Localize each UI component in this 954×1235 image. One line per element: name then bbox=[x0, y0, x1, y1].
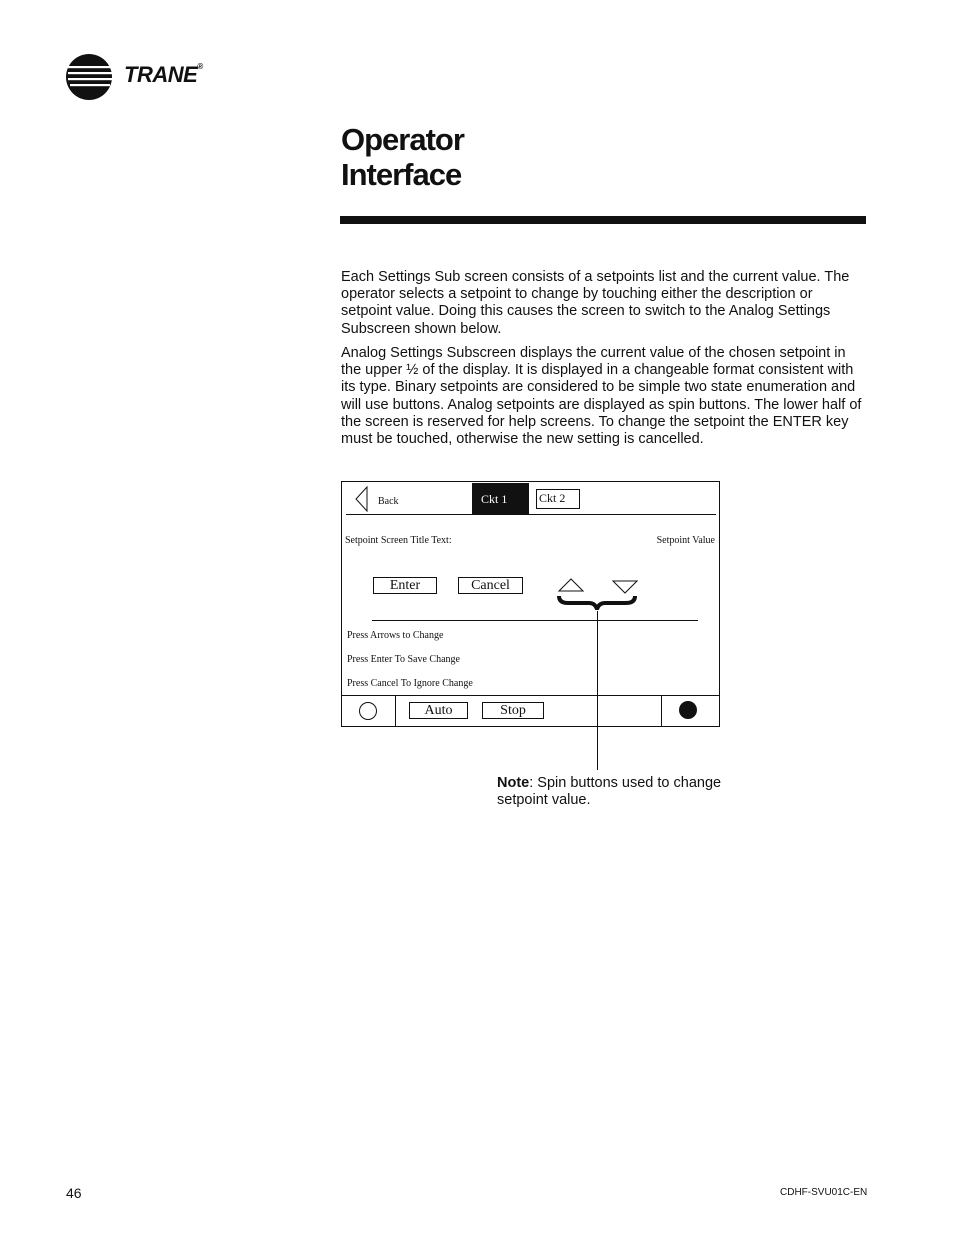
help-line-3: Press Cancel To Ignore Change bbox=[347, 678, 473, 689]
back-label[interactable]: Back bbox=[378, 496, 399, 507]
callout-line bbox=[597, 611, 598, 770]
title-line-2: Interface bbox=[341, 157, 462, 192]
spin-buttons-brace-icon bbox=[556, 594, 638, 610]
help-line-2: Press Enter To Save Change bbox=[347, 654, 460, 665]
footer-divider bbox=[342, 695, 719, 696]
brand-wordmark: TRANE® bbox=[124, 62, 203, 87]
header-divider bbox=[346, 514, 716, 515]
tab-ckt-2[interactable]: Ckt 2 bbox=[536, 489, 580, 509]
page-number: 46 bbox=[66, 1185, 82, 1201]
title-line-1: Operator bbox=[341, 122, 464, 157]
title-rule bbox=[340, 216, 866, 224]
stop-button[interactable]: Stop bbox=[482, 702, 544, 719]
footer-separator-right bbox=[661, 695, 662, 726]
help-line-1: Press Arrows to Change bbox=[347, 630, 444, 641]
status-circle-empty-icon[interactable] bbox=[358, 701, 378, 721]
spin-up-arrow-icon[interactable] bbox=[558, 578, 584, 592]
spin-down-arrow-icon[interactable] bbox=[612, 580, 638, 594]
back-arrow-icon[interactable] bbox=[354, 486, 370, 512]
enter-button[interactable]: Enter bbox=[373, 577, 437, 594]
status-circle-filled-icon[interactable] bbox=[678, 700, 698, 720]
footer-separator-left bbox=[395, 695, 396, 726]
auto-button[interactable]: Auto bbox=[409, 702, 468, 719]
page-title bbox=[341, 122, 464, 192]
cancel-button[interactable]: Cancel bbox=[458, 577, 523, 594]
document-id: CDHF-SVU01C-EN bbox=[780, 1187, 868, 1198]
body-paragraph-2: Analog Settings Subscreen displays the current value of the chosen setpoint in the upper ½ of the display. It is displayed in a changeable format consistent with its type. Binary setpoints are considered to be simple two state enumeration and will use buttons. Analog setpoints are displayed as spin buttons. The lower half of the screen is reserved for help screens. To change the setpoint the ENTER key must be touched, otherwise the new setting is cancelled. bbox=[341, 345, 862, 448]
analog-settings-screen bbox=[341, 481, 720, 727]
note-text: Note: Spin buttons used to change setpoint value. bbox=[497, 775, 722, 809]
body-paragraph-1: Each Settings Sub screen consists of a setpoints list and the current value. The operator selects a setpoint to change by touching either the description or setpoint value. Doing this causes the screen to switch to the Analog Settings Subscreen shown below. bbox=[341, 269, 850, 337]
setpoint-title-text[interactable]: Setpoint Screen Title Text: bbox=[345, 535, 452, 546]
help-divider bbox=[372, 620, 698, 621]
setpoint-value-text[interactable]: Setpoint Value bbox=[656, 535, 715, 546]
tab-ckt-1[interactable]: Ckt 1 bbox=[472, 483, 529, 514]
